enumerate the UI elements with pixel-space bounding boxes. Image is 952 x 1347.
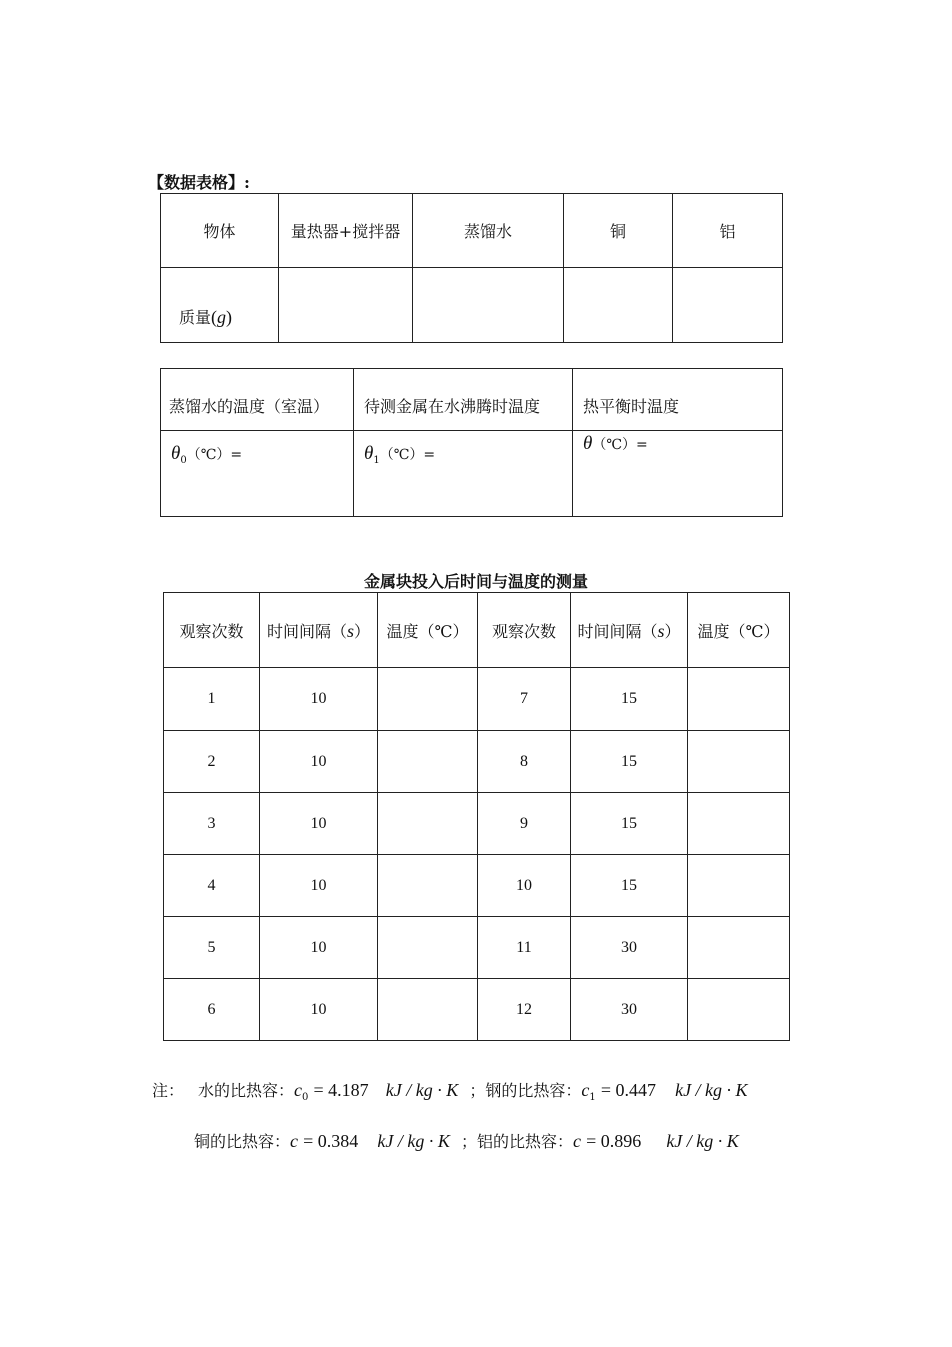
- observation-number: 5: [164, 917, 260, 979]
- time-interval-value: 10: [260, 668, 378, 731]
- section-title: 【数据表格】:: [148, 173, 250, 192]
- theta-symbol: θ: [171, 443, 181, 464]
- aluminum-specific-heat-label: 铝的比热容：: [476, 1132, 573, 1151]
- time-interval-value: 10: [260, 855, 378, 917]
- table-row: [164, 979, 790, 1041]
- temp-header-room: 蒸馏水的温度（室温）: [161, 369, 354, 431]
- temp-header-equilibrium: 热平衡时温度: [573, 369, 783, 431]
- table-row: [164, 668, 790, 731]
- time-interval-value: 15: [571, 793, 688, 855]
- theta-cell[interactable]: [573, 431, 783, 517]
- observation-number: 11: [478, 917, 571, 979]
- temperature-cell[interactable]: [688, 731, 790, 793]
- table-row: [164, 793, 790, 855]
- table-row: [164, 855, 790, 917]
- c-symbol: c: [294, 1080, 303, 1100]
- temperature-cell[interactable]: [378, 979, 478, 1041]
- header-time-interval: 时间间隔（s）: [571, 593, 688, 668]
- c-symbol: c: [581, 1080, 590, 1100]
- temperature-cell[interactable]: [688, 668, 790, 731]
- separator: ；: [469, 1081, 486, 1100]
- mass-header-copper: 铜: [564, 194, 673, 268]
- theta0-cell[interactable]: [161, 431, 354, 517]
- theta-symbol: θ: [364, 443, 374, 464]
- time-interval-value: 15: [571, 668, 688, 731]
- temperature-cell[interactable]: [378, 731, 478, 793]
- theta-symbol: θ: [583, 433, 593, 454]
- copper-specific-heat-value: = 0.384: [303, 1131, 359, 1151]
- water-specific-heat-value: = 4.187: [313, 1080, 369, 1100]
- temperature-cell[interactable]: [688, 979, 790, 1041]
- time-interval-value: 10: [260, 793, 378, 855]
- mass-label-text: 质量: [179, 308, 212, 327]
- temperature-cell[interactable]: [378, 668, 478, 731]
- measure-table: [163, 592, 790, 1041]
- time-interval-value: 15: [571, 855, 688, 917]
- theta-unit: （℃）=: [592, 437, 648, 453]
- mass-header-calorimeter: 量热器+搅拌器: [279, 194, 413, 268]
- mass-row-label: 质量(g): [161, 268, 279, 343]
- header-time-interval: 时间间隔（s）: [260, 593, 378, 668]
- header-temperature: 温度（℃）: [688, 593, 790, 668]
- mass-unit: g: [217, 307, 227, 327]
- time-interval-value: 10: [260, 731, 378, 793]
- observation-number: 12: [478, 979, 571, 1041]
- c-subscript: 0: [302, 1092, 309, 1104]
- copper-specific-heat-label: 铜的比热容：: [194, 1132, 291, 1151]
- header-observation-count: 观察次数: [164, 593, 260, 668]
- temperature-table: [160, 368, 783, 517]
- temp-header-boiling: 待测金属在水沸腾时温度: [354, 369, 573, 431]
- mass-cell[interactable]: [413, 268, 564, 343]
- water-specific-heat-label: 水的比热容：: [198, 1081, 295, 1100]
- theta-subscript: 1: [373, 455, 380, 467]
- observation-number: 6: [164, 979, 260, 1041]
- specific-heat-unit: kJ / kg · K: [666, 1131, 739, 1151]
- separator: ；: [460, 1132, 477, 1151]
- temperature-cell[interactable]: [378, 855, 478, 917]
- theta1-cell[interactable]: [354, 431, 573, 517]
- mass-header-object: 物体: [161, 194, 279, 268]
- specific-heat-unit: kJ / kg · K: [675, 1080, 748, 1100]
- mass-cell[interactable]: [673, 268, 783, 343]
- time-interval-value: 10: [260, 979, 378, 1041]
- temperature-cell[interactable]: [688, 855, 790, 917]
- observation-number: 7: [478, 668, 571, 731]
- observation-number: 2: [164, 731, 260, 793]
- theta1-unit: （℃）=: [379, 447, 436, 463]
- temperature-cell[interactable]: [688, 917, 790, 979]
- temperature-cell[interactable]: [688, 793, 790, 855]
- steel-specific-heat-label: 钢的比热容：: [485, 1081, 582, 1100]
- table-row: [164, 731, 790, 793]
- time-interval-value: 30: [571, 979, 688, 1041]
- table-row: [164, 917, 790, 979]
- observation-number: 10: [478, 855, 571, 917]
- measure-table-title: 金属块投入后时间与温度的测量: [363, 572, 588, 591]
- c-subscript: 1: [589, 1092, 596, 1104]
- specific-heat-unit: kJ / kg · K: [377, 1131, 450, 1151]
- theta-subscript: 0: [180, 455, 187, 467]
- header-temperature: 温度（℃）: [378, 593, 478, 668]
- steel-specific-heat-value: = 0.447: [600, 1080, 656, 1100]
- aluminum-specific-heat-value: = 0.896: [586, 1131, 642, 1151]
- observation-number: 1: [164, 668, 260, 731]
- mass-header-water: 蒸馏水: [413, 194, 564, 268]
- temperature-cell[interactable]: [378, 793, 478, 855]
- time-interval-value: 10: [260, 917, 378, 979]
- c-symbol: c: [290, 1131, 299, 1151]
- observation-number: 3: [164, 793, 260, 855]
- note-prefix: 注：: [152, 1081, 185, 1100]
- header-observation-count: 观察次数: [478, 593, 571, 668]
- time-interval-value: 15: [571, 731, 688, 793]
- observation-number: 8: [478, 731, 571, 793]
- theta0-unit: （℃）=: [186, 447, 243, 463]
- observation-number: 9: [478, 793, 571, 855]
- c-symbol: c: [572, 1131, 581, 1151]
- time-interval-value: 30: [571, 917, 688, 979]
- mass-cell[interactable]: [279, 268, 413, 343]
- temperature-cell[interactable]: [378, 917, 478, 979]
- mass-header-aluminum: 铝: [673, 194, 783, 268]
- specific-heat-unit: kJ / kg · K: [385, 1080, 459, 1100]
- note-line-1: [152, 1078, 748, 1103]
- note-line-2: [194, 1129, 739, 1152]
- mass-table: [160, 193, 783, 343]
- mass-cell[interactable]: [564, 268, 673, 343]
- observation-number: 4: [164, 855, 260, 917]
